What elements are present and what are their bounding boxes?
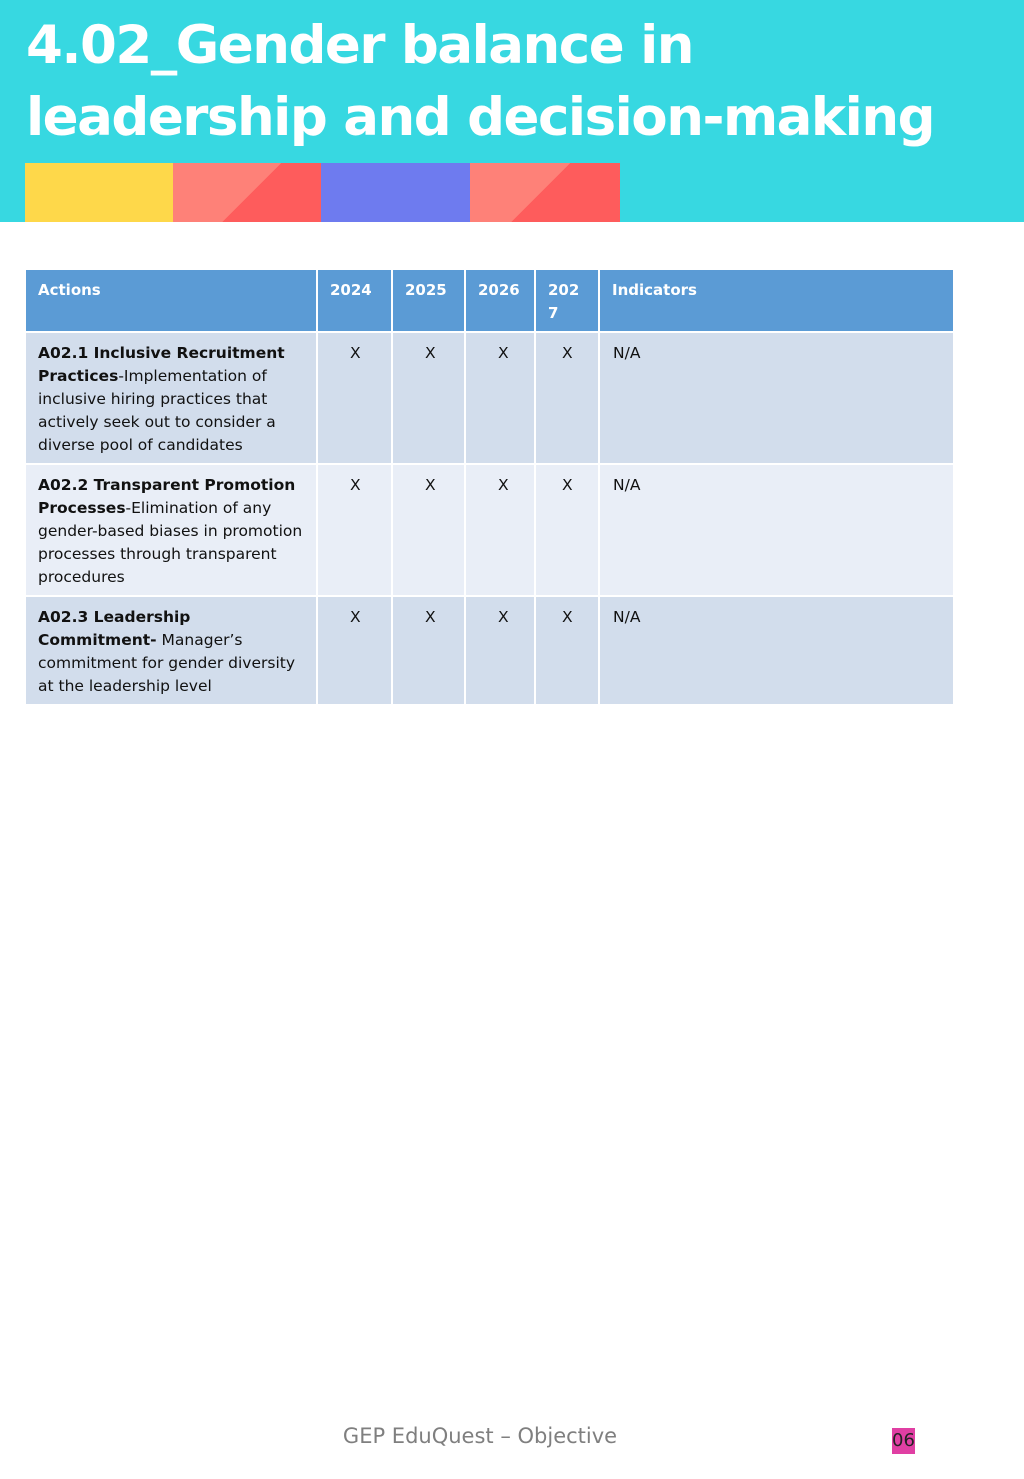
table-row xyxy=(26,465,953,595)
action-description: Manager’s commitment for gender diversity at the leadership level xyxy=(38,631,296,695)
action-description: -Elimination of any gender-based biases in promotion processes through transparent procedures xyxy=(38,499,303,586)
cell-2024: X xyxy=(318,333,391,463)
cell-2027: X xyxy=(536,333,598,463)
action-title: A02.3 Leadership Commitment- xyxy=(38,608,191,649)
page-title: 4.02_Gender balance in leadership and decision-making xyxy=(26,15,935,148)
table-row xyxy=(26,333,953,463)
cell-2026: X xyxy=(466,333,534,463)
action-cell xyxy=(26,465,316,595)
page-number: 06 xyxy=(892,1428,915,1454)
header-2025: 2025 xyxy=(393,270,464,331)
header-2026: 2026 xyxy=(466,270,534,331)
table-header-row xyxy=(26,270,953,331)
actions-table xyxy=(24,268,955,706)
cell-2027: X xyxy=(536,597,598,704)
header-indicators: Indicators xyxy=(600,270,953,331)
cell-2025: X xyxy=(393,597,464,704)
cell-2024: X xyxy=(318,597,391,704)
cell-indicator: N/A xyxy=(600,465,953,595)
cell-2025: X xyxy=(393,333,464,463)
header-2024: 2024 xyxy=(318,270,391,331)
header-2027: 202 7 xyxy=(536,270,598,331)
color-block-red xyxy=(470,163,620,222)
cell-2026: X xyxy=(466,597,534,704)
cell-2026: X xyxy=(466,465,534,595)
cell-2024: X xyxy=(318,465,391,595)
color-block-coral xyxy=(173,163,322,222)
cell-2025: X xyxy=(393,465,464,595)
cell-2027: X xyxy=(536,465,598,595)
action-title: A02.2 Transparent Promotion Processes xyxy=(38,476,296,517)
cell-indicator: N/A xyxy=(600,597,953,704)
action-title: A02.1 Inclusive Recruitment Practices xyxy=(38,344,285,385)
header-banner xyxy=(0,0,1024,222)
cell-indicator: N/A xyxy=(600,333,953,463)
table-row xyxy=(26,597,953,704)
color-block-blue xyxy=(321,163,470,222)
footer-text: GEP EduQuest – Objective xyxy=(342,1424,618,1448)
action-cell xyxy=(26,597,316,704)
action-cell xyxy=(26,333,316,463)
header-actions: Actions xyxy=(26,270,316,331)
color-block-yellow xyxy=(25,163,174,222)
action-description: -Implementation of inclusive hiring practices that actively seek out to consider a diverse pool of candidates xyxy=(38,367,276,454)
